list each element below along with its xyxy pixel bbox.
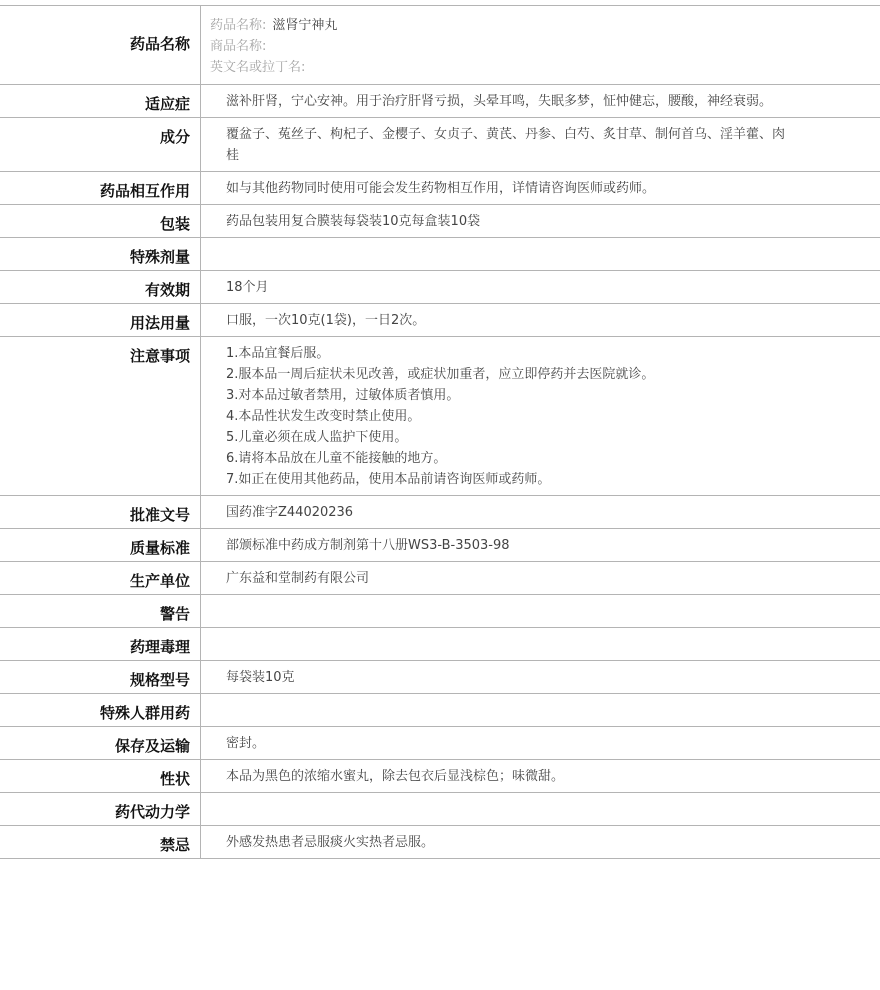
value-quality-standard: 部颁标准中药成方制剂第十八册WS3-B-3503-98 <box>201 529 880 562</box>
generic-name-line <box>210 15 870 36</box>
row-specification <box>0 661 880 694</box>
value-packaging: 药品包装用复合膜装每袋装10克每盒装10袋 <box>201 205 880 238</box>
value-precautions <box>201 337 880 496</box>
generic-name-key: 药品名称: <box>210 18 267 33</box>
label-special-population: 特殊人群用药 <box>0 694 201 727</box>
generic-name-value: 滋肾宁神丸 <box>272 18 338 33</box>
trade-name-key: 商品名称: <box>210 39 267 54</box>
label-approval-number: 批准文号 <box>0 496 201 529</box>
value-description: 本品为黑色的浓缩水蜜丸，除去包衣后显浅棕色；味微甜。 <box>201 760 880 793</box>
english-name-key: 英文名或拉丁名: <box>210 60 306 75</box>
row-indications <box>0 85 880 118</box>
value-dosage: 口服，一次10克(1袋)，一日2次。 <box>201 304 880 337</box>
value-specification: 每袋装10克 <box>201 661 880 694</box>
label-pharmacokinetics: 药代动力学 <box>0 793 201 826</box>
row-pharmacology <box>0 628 880 661</box>
value-contraindications: 外感发热患者忌服痰火实热者忌服。 <box>201 826 880 859</box>
value-shelf-life: 18个月 <box>201 271 880 304</box>
row-manufacturer <box>0 562 880 595</box>
label-warning: 警告 <box>0 595 201 628</box>
row-approval-number <box>0 496 880 529</box>
label-precautions: 注意事项 <box>0 337 201 496</box>
row-quality-standard <box>0 529 880 562</box>
label-quality-standard: 质量标准 <box>0 529 201 562</box>
row-description <box>0 760 880 793</box>
label-dosage: 用法用量 <box>0 304 201 337</box>
precaution-item: 7.如正在使用其他药品，使用本品前请咨询医师或药师。 <box>226 472 551 487</box>
label-specification: 规格型号 <box>0 661 201 694</box>
row-pharmacokinetics <box>0 793 880 826</box>
precaution-item: 2.服本品一周后症状未见改善，或症状加重者，应立即停药并去医院就诊。 <box>226 367 655 382</box>
row-dosage <box>0 304 880 337</box>
value-storage: 密封。 <box>201 727 880 760</box>
value-drug-name <box>201 6 880 85</box>
value-special-dosage <box>201 238 880 271</box>
row-ingredients <box>0 118 880 172</box>
precaution-item: 4.本品性状发生改变时禁止使用。 <box>226 409 421 424</box>
label-interactions: 药品相互作用 <box>0 172 201 205</box>
row-interactions <box>0 172 880 205</box>
label-shelf-life: 有效期 <box>0 271 201 304</box>
label-pharmacology: 药理毒理 <box>0 628 201 661</box>
label-packaging: 包装 <box>0 205 201 238</box>
label-storage: 保存及运输 <box>0 727 201 760</box>
precaution-item: 5.儿童必须在成人监护下使用。 <box>226 430 408 445</box>
value-manufacturer: 广东益和堂制药有限公司 <box>201 562 880 595</box>
row-precautions <box>0 337 880 496</box>
value-interactions: 如与其他药物同时使用可能会发生药物相互作用，详情请咨询医师或药师。 <box>201 172 880 205</box>
precaution-item: 1.本品宜餐后服。 <box>226 346 330 361</box>
value-indications: 滋补肝肾，宁心安神。用于治疗肝肾亏损，头晕耳鸣，失眠多梦，怔忡健忘，腰酸，神经衰弱。 <box>201 85 880 118</box>
label-contraindications: 禁忌 <box>0 826 201 859</box>
row-warning <box>0 595 880 628</box>
value-approval-number: 国药准字Z44020236 <box>201 496 880 529</box>
english-name-line <box>210 57 870 78</box>
label-ingredients: 成分 <box>0 118 201 172</box>
label-manufacturer: 生产单位 <box>0 562 201 595</box>
row-shelf-life <box>0 271 880 304</box>
trade-name-line <box>210 36 870 57</box>
row-contraindications <box>0 826 880 859</box>
row-special-population <box>0 694 880 727</box>
label-description: 性状 <box>0 760 201 793</box>
value-special-population <box>201 694 880 727</box>
precaution-item: 6.请将本品放在儿童不能接触的地方。 <box>226 451 447 466</box>
value-warning <box>201 595 880 628</box>
label-special-dosage: 特殊剂量 <box>0 238 201 271</box>
label-indications: 适应症 <box>0 85 201 118</box>
precaution-item: 3.对本品过敏者禁用，过敏体质者慎用。 <box>226 388 460 403</box>
label-drug-name: 药品名称 <box>0 6 201 85</box>
row-special-dosage <box>0 238 880 271</box>
row-drug-name <box>0 6 880 85</box>
row-packaging <box>0 205 880 238</box>
row-storage <box>0 727 880 760</box>
value-ingredients: 覆盆子、菟丝子、枸杞子、金樱子、女贞子、黄芪、丹参、白芍、炙甘草、制何首乌、淫羊藿、肉桂 <box>201 118 880 172</box>
drug-spec-table <box>0 5 880 859</box>
value-pharmacokinetics <box>201 793 880 826</box>
value-pharmacology <box>201 628 880 661</box>
